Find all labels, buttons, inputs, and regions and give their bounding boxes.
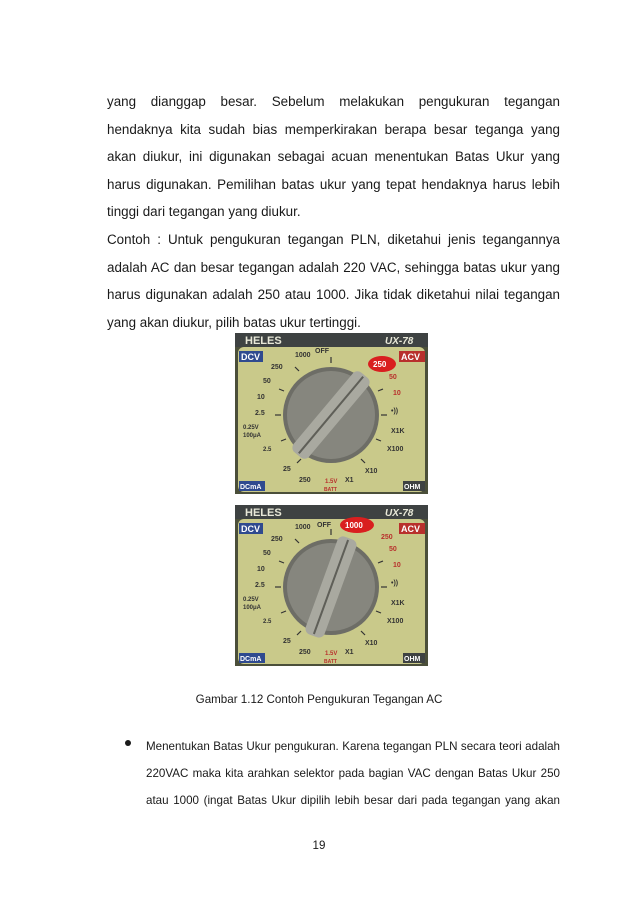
paragraph-line: hendaknya kita sudah bias memperkirakan berapa besar teganga yang <box>107 121 560 137</box>
scale-x1k: X1K <box>391 428 405 435</box>
bullet-item <box>146 733 560 814</box>
dcv-badge: DCV <box>241 524 261 534</box>
scale-0-25v: 0.25V <box>243 597 259 603</box>
brand-label: HELES <box>245 507 282 519</box>
scale-10: 10 <box>257 394 265 401</box>
scale-x1k: X1K <box>391 600 405 607</box>
scale-250: 250 <box>271 536 283 543</box>
bullet-line: Menentukan Batas Ukur pengukuran. Karena tegangan PLN secara teori adalah <box>146 740 560 753</box>
scale-x1: X1 <box>345 649 354 656</box>
scale-acv-250: 250 <box>381 534 393 541</box>
scale-dcma-2-5: 2.5 <box>263 619 272 625</box>
scale-2-5: 2.5 <box>255 410 265 417</box>
dcv-badge: DCV <box>241 352 261 362</box>
dcma-badge: DCmA <box>240 484 262 491</box>
scale-10: 10 <box>257 566 265 573</box>
scale-1000: 1000 <box>295 352 311 359</box>
model-label: UX-78 <box>385 336 414 347</box>
scale-acv-50: 50 <box>389 546 397 553</box>
page-number: 19 <box>312 839 326 852</box>
scale-25: 25 <box>283 466 291 473</box>
circled-range: 250 <box>373 360 387 369</box>
multimeter-photo-250 <box>235 333 428 494</box>
bullet-line: 220VAC maka kita arahkan selektor pada bagian VAC dengan Batas Ukur 250 <box>146 767 560 780</box>
scale-2-5: 2.5 <box>255 582 265 589</box>
figure-caption: Gambar 1.12 Contoh Pengukuran Tegangan AC <box>195 693 443 706</box>
acv-badge: ACV <box>401 352 421 362</box>
scale-25: 25 <box>283 638 291 645</box>
paragraph-line: Contoh : Untuk pengukuran tegangan PLN, diketahui jenis tegangannya <box>107 232 560 247</box>
dcma-badge: DCmA <box>240 656 262 663</box>
scale-250-dcma: 250 <box>299 649 311 656</box>
model-label: UX-78 <box>385 508 414 519</box>
brand-label: HELES <box>245 335 282 347</box>
scale-x1: X1 <box>345 477 354 484</box>
scale-x10: X10 <box>365 640 378 647</box>
bullet-dot-icon <box>125 740 131 746</box>
multimeter-photo-1000 <box>235 505 428 666</box>
scale-100ua: 100μA <box>243 433 262 439</box>
scale-acv-10: 10 <box>393 562 401 569</box>
scale-50: 50 <box>263 550 271 557</box>
scale-250-dcma: 250 <box>299 477 311 484</box>
batt-label: BATT <box>324 659 337 665</box>
multimeter-illustration <box>235 505 428 666</box>
paragraph-line: yang dianggap besar. Sebelum melakukan pengukuran tegangan <box>107 94 560 109</box>
paragraph-2 <box>107 226 560 336</box>
acv-badge: ACV <box>401 524 421 534</box>
scale-100ua: 100μA <box>243 605 262 611</box>
scale-buzzer: •)) <box>391 580 399 587</box>
ohm-badge: OHM <box>404 656 421 663</box>
scale-1-5v: 1.5V <box>325 479 338 485</box>
multimeter-illustration <box>235 333 428 494</box>
paragraph-line: yang akan diukur, pilih batas ukur tertinggi. <box>107 314 361 330</box>
scale-x10: X10 <box>365 468 378 475</box>
scale-buzzer: •)) <box>391 408 399 415</box>
paragraph-1 <box>107 88 560 226</box>
paragraph-line: tinggi dari tegangan yang diukur. <box>107 204 301 220</box>
scale-250: 250 <box>271 364 283 371</box>
scale-1-5v: 1.5V <box>325 651 338 657</box>
scale-x100: X100 <box>387 446 404 453</box>
scale-50: 50 <box>263 378 271 385</box>
batt-label: BATT <box>324 487 337 493</box>
scale-x100: X100 <box>387 618 404 625</box>
paragraph-line: akan diukur, ini digunakan sebagai acuan menentukan Batas Ukur yang <box>107 149 560 165</box>
ohm-badge: OHM <box>404 484 421 491</box>
paragraph-line: harus digunakan adalah 250 atau 1000. Jika tidak diketahui nilai tegangan <box>107 287 560 303</box>
scale-acv-10: 10 <box>393 390 401 397</box>
bullet-line: atau 1000 (ingat Batas Ukur dipilih lebih besar dari pada tegangan yang akan <box>146 794 560 807</box>
circled-range: 1000 <box>345 521 363 530</box>
scale-1000: 1000 <box>295 524 311 531</box>
scale-off: OFF <box>317 522 331 529</box>
paragraph-line: adalah AC dan besar tegangan adalah 220 VAC, sehingga batas ukur yang <box>107 259 560 275</box>
scale-off: OFF <box>315 348 329 355</box>
scale-dcma-2-5: 2.5 <box>263 447 272 453</box>
paragraph-line: harus digunakan. Pemilihan batas ukur yang tepat hendaknya harus lebih <box>107 176 560 192</box>
scale-acv-50: 50 <box>389 374 397 381</box>
scale-0-25v: 0.25V <box>243 425 259 431</box>
